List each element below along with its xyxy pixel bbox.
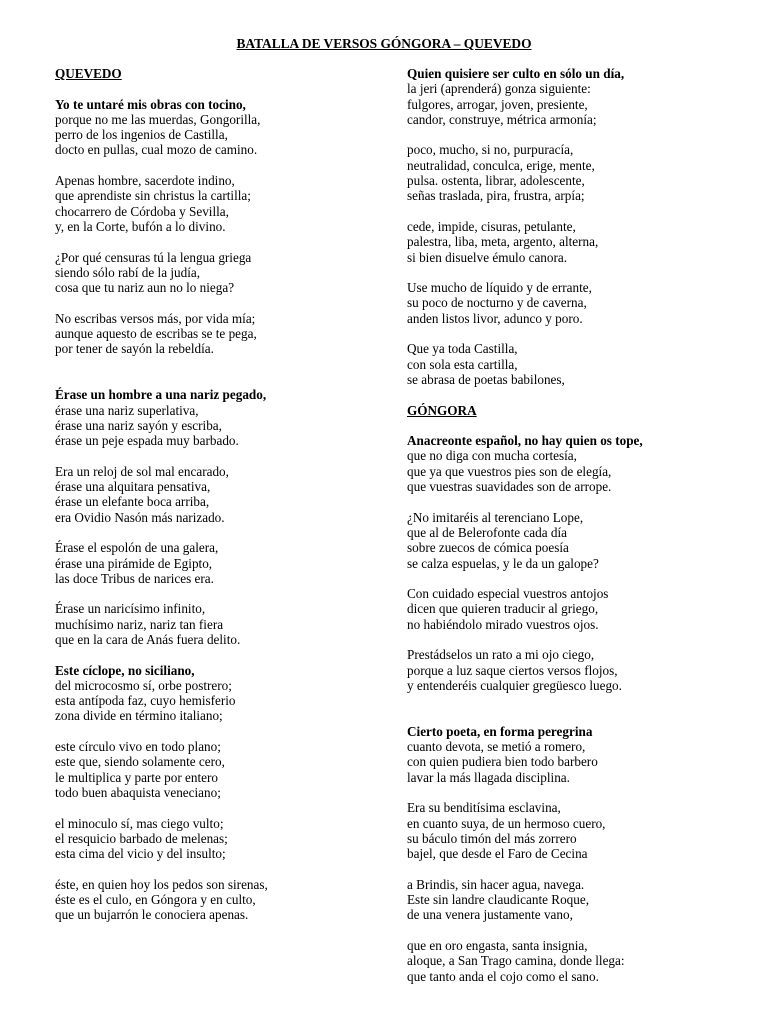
poem-stanza (407, 433, 747, 494)
poem-stanza (55, 97, 390, 158)
poem-stanza (407, 800, 747, 861)
poem-line: éste es el culo, en Góngora y en culto, (55, 892, 256, 908)
poem-line: Este sin landre claudicante Roque, (407, 892, 589, 908)
poem-line: No escribas versos más, por vida mía; (55, 310, 256, 326)
poem-line: que aprendiste sin christus la cartilla; (55, 188, 251, 204)
poem-stanza (55, 540, 390, 586)
poem-line: Yo te untaré mis obras con tocino, (55, 96, 246, 112)
poem-line: Use mucho de líquido y de errante, (407, 280, 592, 296)
poem-line: el minoculo sí, mas ciego vulto; (55, 815, 224, 831)
poem-line: esta antípoda faz, cuyo hemisferio (55, 693, 236, 709)
poem-line: Érase un naricísimo infinito, (55, 601, 206, 617)
poem-line: Este cíclope, no siciliano, (55, 662, 195, 678)
poem-line: Con cuidado especial vuestros antojos (407, 586, 609, 602)
poem-line: esta cima del vicio y del insulto; (55, 846, 226, 862)
poem-line: no habiéndolo mirado vuestros ojos. (407, 616, 599, 632)
poem-line: que un bujarrón le conociera apenas. (55, 907, 249, 923)
poem-stanza (407, 647, 747, 693)
left-column (55, 66, 390, 938)
poem-line: palestra, liba, meta, argento, alterna, (407, 234, 599, 250)
poem-stanza (55, 387, 390, 448)
poem-line: señas traslada, pira, frustra, arpía; (407, 188, 585, 204)
poem-line: que al de Belerofonte cada día (407, 524, 568, 540)
poem-line: érase una alquitara pensativa, (55, 479, 211, 495)
poem-line: que tanto anda el cojo como el sano. (407, 968, 599, 984)
poem-line: porque a luz saque ciertos versos flojos, (407, 662, 618, 678)
section-heading-quevedo: QUEVEDO (55, 66, 122, 81)
poem-line: Cierto poeta, en forma peregrina (407, 723, 593, 739)
poem-line: con quien pudiera bien todo barbero (407, 754, 598, 770)
poem-line: perro de los ingenios de Castilla, (55, 127, 228, 143)
poem-stanza (407, 280, 747, 326)
poem-line: cosa que tu nariz aun no lo niega? (55, 280, 235, 296)
poem-line: se abrasa de poetas babilones, (407, 371, 565, 387)
poem-line: todo buen abaquista veneciano; (55, 784, 221, 800)
poem-line: érase una nariz sayón y escriba, (55, 417, 222, 433)
poem-line: el resquicio barbado de melenas; (55, 830, 228, 846)
poem-line: érase un elefante boca arriba, (55, 494, 210, 510)
poem-line: a Brindis, sin hacer agua, navega. (407, 876, 585, 892)
poem-line: en cuanto suya, de un hermoso cuero, (407, 815, 606, 831)
poem-stanza (55, 739, 390, 800)
section-heading-gongora: GÓNGORA (407, 402, 477, 418)
poem-stanza (407, 341, 747, 387)
poem-line: Érase el espolón de una galera, (55, 540, 219, 556)
poem-line: su báculo timón del más zorrero (407, 830, 577, 846)
poem-line: érase una pirámide de Egipto, (55, 555, 213, 571)
poem-stanza (407, 586, 747, 632)
poem-line: Era su benditísima esclavina, (407, 800, 561, 816)
poem-stanza (407, 877, 747, 923)
poem-line: zona divide en término italiano; (55, 708, 223, 724)
poem-stanza (55, 311, 390, 357)
poem-line: docto en pullas, cual mozo de camino. (55, 142, 258, 158)
poem-stanza (55, 601, 390, 647)
poem-line: por tener de sayón la rebeldía. (55, 341, 214, 357)
poem-stanza (55, 663, 390, 724)
poem-stanza (407, 142, 747, 203)
poem-line: si bien disuelve émulo canora. (407, 249, 568, 265)
poem-line: Quien quisiere ser culto en sólo un día, (407, 66, 625, 81)
poem-line: chocarrero de Córdoba y Sevilla, (55, 203, 229, 219)
poem-line: aloque, a San Trago camina, donde llega: (407, 953, 625, 969)
right-stanzas-before (407, 66, 747, 387)
poem-line: aunque aquesto de escribas se te pega, (55, 326, 257, 342)
poem-stanza (55, 816, 390, 862)
poem-line: anden listos livor, adunco y poro. (407, 310, 583, 326)
poem-line: este círculo vivo en todo plano; (55, 739, 221, 755)
poem-line: que vuestras suavidades son de arrope. (407, 479, 612, 495)
poem-line: cuanto devota, se metió a romero, (407, 739, 586, 755)
poem-line: las doce Tribus de narices era. (55, 570, 214, 586)
poem-line: poco, mucho, si no, purpuracía, (407, 142, 574, 158)
poem-stanza (407, 66, 747, 127)
poem-stanza (55, 173, 390, 234)
poem-line: lavar la más llagada disciplina. (407, 769, 570, 785)
poem-line: ¿No imitaréis al terenciano Lope, (407, 509, 584, 525)
poem-line: la jeri (aprenderá) gonza siguiente: (407, 81, 591, 97)
poem-line: con sola esta cartilla, (407, 356, 518, 372)
poem-line: que en la cara de Anás fuera delito. (55, 631, 241, 647)
poem-line: Apenas hombre, sacerdote indino, (55, 173, 235, 189)
poem-line: este que, siendo solamente cero, (55, 754, 225, 770)
poem-line: porque no me las muerdas, Gongorilla, (55, 111, 261, 127)
poem-line: candor, construye, métrica armonía; (407, 111, 597, 127)
poem-line: era Ovidio Nasón más narizado. (55, 509, 225, 525)
poem-line: Prestádselos un rato a mi ojo ciego, (407, 647, 595, 663)
poem-line: y, en la Corte, bufón a lo divino. (55, 218, 226, 234)
poem-line: ¿Por qué censuras tú la lengua griega (55, 249, 252, 265)
right-column (407, 66, 747, 999)
poem-line: que no diga con mucha cortesía, (407, 448, 577, 464)
poem-line: sobre zuecos de cómica poesía (407, 540, 569, 556)
poem-stanza (55, 250, 390, 296)
poem-line: y entenderéis cualquier gregüesco luego. (407, 677, 622, 693)
poem-line: de una venera justamente vano, (407, 907, 573, 923)
poem-line: neutralidad, conculca, erige, mente, (407, 157, 595, 173)
poem-line: Era un reloj de sol mal encarado, (55, 463, 229, 479)
poem-stanza (407, 219, 747, 265)
poem-line: Que ya toda Castilla, (407, 341, 518, 357)
poem-line: su poco de nocturno y de caverna, (407, 295, 587, 311)
poem-line: siendo sólo rabí de la judía, (55, 264, 201, 280)
poem-line: bajel, que desde el Faro de Cecina (407, 846, 588, 862)
poem-line: érase una nariz superlativa, (55, 402, 199, 418)
poem-stanza (55, 877, 390, 923)
right-stanzas-after (407, 433, 747, 984)
poem-line: se calza espuelas, y le da un galope? (407, 555, 599, 571)
poem-line: cede, impide, cisuras, petulante, (407, 218, 576, 234)
poem-stanza (407, 724, 747, 785)
poem-line: Érase un hombre a una nariz pegado, (55, 387, 267, 403)
poem-line: que en oro engasta, santa insignia, (407, 937, 588, 953)
poem-line: pulsa. ostenta, librar, adolescente, (407, 173, 585, 189)
poem-line: le multiplica y parte por entero (55, 769, 218, 785)
document-title: BATALLA DE VERSOS GÓNGORA – QUEVEDO (236, 36, 532, 51)
poem-line: del microcosmo sí, orbe postrero; (55, 677, 232, 693)
left-stanzas (55, 97, 390, 923)
poem-line: fulgores, arrogar, joven, presiente, (407, 96, 588, 112)
poem-stanza (407, 510, 747, 571)
poem-line: éste, en quien hoy los pedos son sirenas, (55, 876, 268, 892)
poem-line: muchísimo nariz, nariz tan fiera (55, 616, 224, 632)
poem-stanza (55, 464, 390, 525)
poem-line: que ya que vuestros pies son de elegía, (407, 463, 612, 479)
poem-line: érase un peje espada muy barbado. (55, 433, 239, 449)
poem-stanza (407, 938, 747, 984)
poem-line: dicen que quieren traducir al griego, (407, 601, 599, 617)
poem-line: Anacreonte español, no hay quien os tope, (407, 433, 643, 449)
